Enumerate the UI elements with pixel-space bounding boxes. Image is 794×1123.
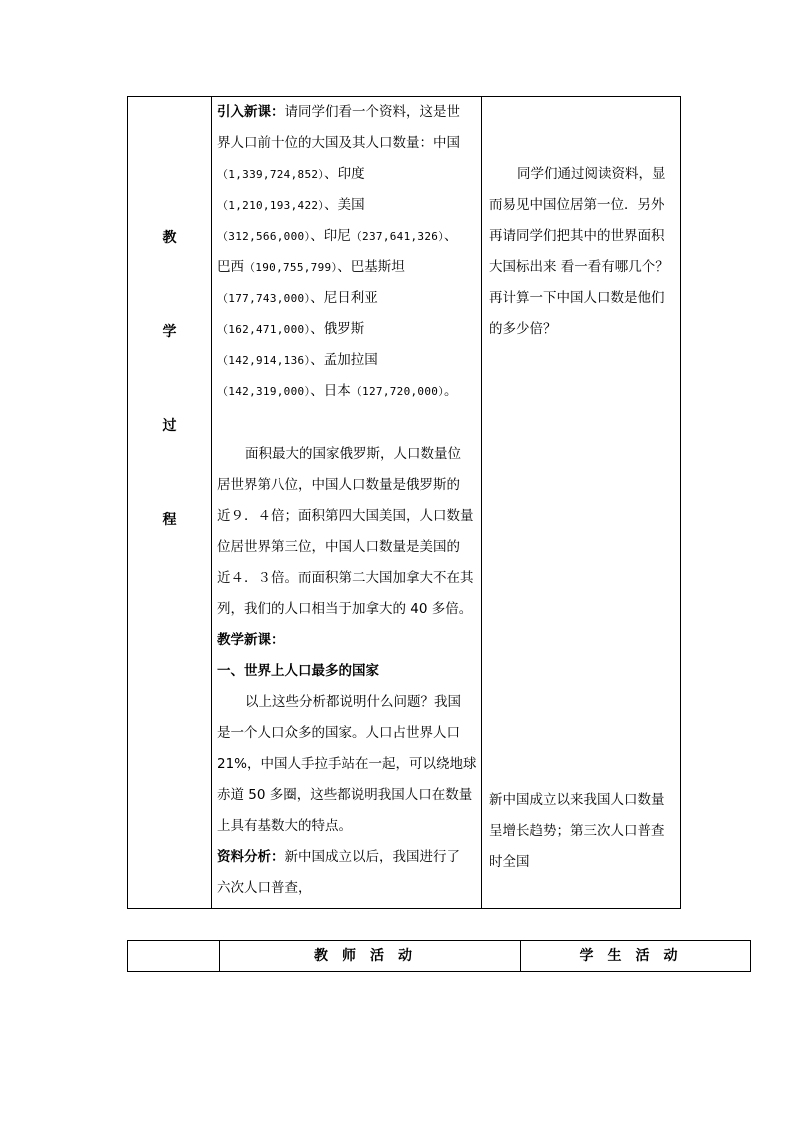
column-divider (481, 97, 482, 908)
student-activity-block (489, 159, 675, 345)
population-figure: （237,641,326） (350, 230, 444, 243)
country-name: 、俄罗斯 (310, 321, 365, 337)
punctuation: 。 (444, 383, 458, 399)
teacher-activity-content (217, 97, 479, 904)
paragraph-line: 赤道 50 多圈，这些都说明我国人口在数量 (217, 787, 473, 803)
student-line: 的多少倍？ (489, 321, 557, 337)
section-title: 一、世界上人口最多的国家 (217, 663, 379, 679)
student-activity-header: 学生活动 (579, 948, 692, 964)
paragraph-line: 是一个人口众多的国家。人口占世界人口 (217, 725, 460, 741)
population-figure: （312,566,000） (217, 230, 311, 243)
punctuation: 、 (444, 228, 458, 244)
paragraph-line: 位居世界第三位，中国人口数量是美国的 (217, 539, 460, 555)
student-line: 再计算一下中国人口数是他们 (489, 290, 665, 306)
paragraph-line: 近４．３倍。而面积第二大国加拿大不在其 (217, 570, 474, 586)
analysis-text: 新中国成立以后，我国进行了 (284, 849, 460, 865)
student-line: 大国标出来 看一看有哪几个？ (489, 259, 669, 275)
country-name: 巴西 (217, 259, 244, 275)
intro-text: 界人口前十位的大国及其人口数量：中国 (217, 135, 460, 151)
student-line: 再请同学们把其中的世界面积 (489, 228, 665, 244)
paragraph-line: 近９．４倍；面积第四大国美国，人口数量 (217, 508, 474, 524)
population-figure: （190,755,799） (244, 261, 338, 274)
population-figure: （162,471,000） (217, 323, 311, 336)
side-label-char: 教 (162, 230, 177, 246)
country-name: 、印度 (324, 166, 365, 182)
country-name: 、孟加拉国 (310, 352, 378, 368)
population-figure: （177,743,000） (217, 292, 311, 305)
population-figure: （127,720,000） (350, 385, 444, 398)
student-activity-block (489, 785, 675, 878)
population-figure: （142,914,136） (217, 354, 311, 367)
analysis-label: 资料分析： (217, 849, 285, 865)
side-label-char: 学 (162, 324, 177, 340)
paragraph-line: 以上这些分析都说明什么问题？我国 (245, 694, 461, 710)
country-name: 、美国 (324, 197, 365, 213)
student-line: 新中国成立以来我国人口数量 (489, 792, 665, 808)
new-lesson-heading: 教学新课： (217, 632, 285, 648)
lesson-table (127, 96, 681, 909)
intro-text: 请同学们看一个资料，这是世 (284, 104, 460, 120)
side-label-char: 过 (162, 418, 177, 434)
country-name: 、尼日利亚 (310, 290, 378, 306)
country-name: 、巴基斯坦 (337, 259, 405, 275)
student-line: 呈增长趋势；第三次人口普查 (489, 823, 665, 839)
student-line: 时全国 (489, 854, 530, 870)
population-figure: （1,210,193,422） (217, 199, 325, 212)
paragraph-line: 面积最大的国家俄罗斯，人口数量位 (245, 446, 461, 462)
paragraph-line: 列，我们的人口相当于加拿大的 40 多倍。 (217, 601, 473, 617)
population-figure: （1,339,724,852） (217, 168, 325, 181)
student-line: 而易见中国位居第一位．另外 (489, 197, 665, 213)
teacher-activity-header: 教师活动 (314, 948, 426, 964)
column-divider (211, 97, 212, 908)
side-label-char: 程 (162, 512, 177, 528)
analysis-text: 六次人口普查， (217, 880, 312, 896)
population-figure: （142,319,000） (217, 385, 311, 398)
intro-label: 引入新课： (217, 104, 285, 120)
paragraph-line: 上具有基数大的特点。 (217, 818, 352, 834)
paragraph-line: 居世界第八位，中国人口数量是俄罗斯的 (217, 477, 460, 493)
student-line: 同学们通过阅读资料，显 (517, 166, 666, 182)
country-name: 、日本 (310, 383, 351, 399)
paragraph-line: 21%，中国人手拉手站在一起，可以绕地球 (217, 756, 477, 772)
activity-header-table (127, 940, 751, 972)
country-name: 、印尼 (310, 228, 351, 244)
